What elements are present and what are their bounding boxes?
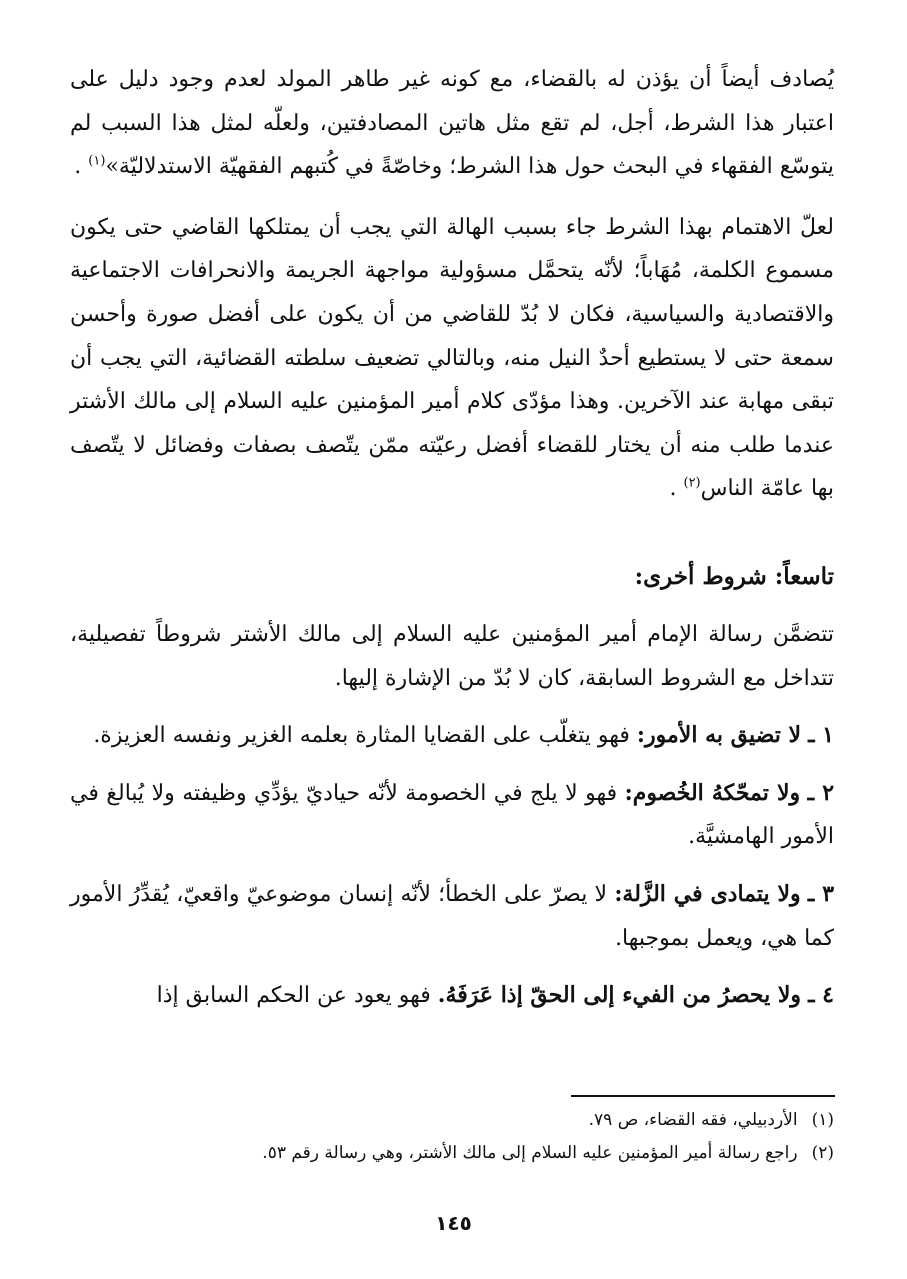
item-body: فهو يتغلّب على القضايا المثارة بعلمه الغزير ونفسه العزيزة. <box>93 723 630 749</box>
footnote-text-2: راجع رسالة أمير المؤمنين عليه السلام إلى مالك الأشتر، وهي رسالة رقم ٥٣. <box>262 1143 798 1163</box>
paragraph-2-text: لعلّ الاهتمام بهذا الشرط جاء بسبب الهالة التي يجب أن يمتلكها القاضي حتى يكون مسموع الكلمة، مُهَاباً؛ لأنّه يتحمَّل مسؤولية مواجهة الجريمة والانحرافات الاجتماعية والاقتصادية والسياسية، فكان لا بُدّ للقاضي من أن يكون على أفضل صورة وأحسن سمعة حتى لا يستطيع أحدٌ النيل منه، وبالتالي تضعيف سلطته القضائية، التي يجب أن تبقى مهابة عند الآخرين. وهذا مؤدّى كلام أمير المؤمنين عليه السلام إلى مالك الأشتر عندما طلب منه أن يختار للقضاء أفضل رعيّته ممّن يتّصف بصفات وفضائل لا يتّصف بها عامّة الناس <box>70 214 834 502</box>
list-item <box>70 974 834 1018</box>
item-title: ولا يحصرُ من الفيء إلى الحقّ إذا عَرَفَهُ. <box>437 982 802 1009</box>
paragraph-1-end: . <box>74 154 89 180</box>
item-body: فهو لا يلج في الخصومة لأنّه حياديّ يؤدِّي وظيفته ولا يُبالغ في الأمور الهامشيَّة. <box>70 780 834 850</box>
section-heading: تاسعاً: شروط أخرى: <box>634 562 834 590</box>
paragraph-2-end: . <box>669 476 684 502</box>
footnote-divider <box>571 1095 835 1097</box>
item-title: ولا يتمادى في الزَّلة: <box>614 880 801 907</box>
item-title: لا تضيق به الأمور: <box>636 722 802 749</box>
item-body: فهو يعود عن الحكم السابق إذا <box>156 983 431 1009</box>
footnotes <box>70 1104 834 1170</box>
item-body: لا يصرّ على الخطأ؛ لأنّه إنسان موضوعيّ واقعيّ، يُقدِّرُ الأمور كما هي، ويعمل بموجبها. <box>70 881 834 951</box>
footnote-2 <box>70 1137 834 1170</box>
footnote-text-1: الأردبيلي، فقه القضاء، ص ٧٩. <box>588 1110 798 1130</box>
footnote-mark-2: (٢) <box>811 1143 834 1163</box>
footnote-mark-1: (١) <box>811 1110 834 1130</box>
item-number: ٣ ـ <box>807 880 835 907</box>
paragraph-1 <box>70 58 834 189</box>
footnote-ref-2: (٢) <box>683 476 701 492</box>
item-number: ١ ـ <box>808 722 834 749</box>
item-number: ٢ ـ <box>807 779 835 806</box>
list-item <box>70 714 834 758</box>
item-number: ٤ ـ <box>808 982 834 1009</box>
list-item <box>70 873 834 960</box>
paragraph-3 <box>70 613 834 700</box>
list-item <box>70 772 834 859</box>
paragraph-2 <box>70 206 834 511</box>
footnote-ref-1: (١) <box>88 153 106 169</box>
footnote-1 <box>70 1104 834 1137</box>
page-number: ١٤٥ <box>435 1211 472 1235</box>
item-title: ولا تمحّكهُ الخُصوم: <box>624 779 801 806</box>
paragraph-3-text: تتضمَّن رسالة الإمام أمير المؤمنين عليه السلام إلى مالك الأشتر شروطاً تفصيلية، تتداخل مع الشروط السابقة، كان لا بُدّ من الإشارة إليها. <box>70 621 834 691</box>
paragraph-1-text: يُصادف أيضاً أن يؤذن له بالقضاء، مع كونه غير طاهر المولد لعدم وجود دليل على اعتبار هذا الشرط، أجل، لم تقع مثل هاتين المصادفتين، ولعلّه لمثل هذا السبب لم يتوسّع الفقهاء في البحث حول هذا الشرط؛ وخاصّةً في كُتبهم الفقهيّة الاستدلاليّة» <box>70 67 834 180</box>
